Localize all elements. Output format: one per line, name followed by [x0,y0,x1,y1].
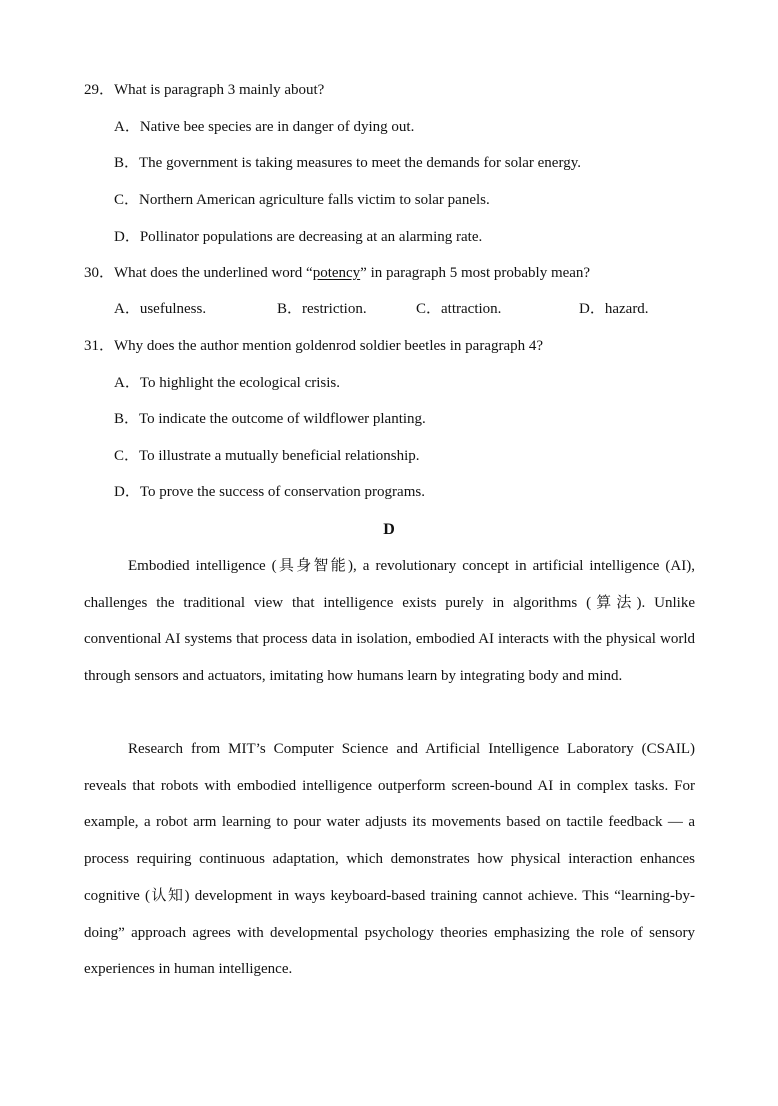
option-text: hazard. [604,301,649,317]
question-30-option-a[interactable] [114,299,206,319]
option-text: Pollinator populations are decreasing at an alarming rate. [139,229,483,245]
question-30-stem: 30．What does the underlined word “potency” in paragraph 5 most probably mean? [84,265,591,281]
option-letter: B． [114,155,140,171]
paragraph-text: Embodied intelligence (具身智能), a revolutionary concept in artificial intelligence (AI), challenges the traditional view that intelligence exists purely in algorithms (算法). Unlike conventional AI systems that process data in isolation, embodied AI interacts with the physical world through sensors and actuators, imitating how humans learn by integrating body and mind. [84,558,695,685]
option-letter: A． [114,301,140,317]
section-title: D [383,521,395,538]
option-text: To prove the success of conservation programs. [139,484,425,500]
question-31-option-a[interactable] [114,373,340,393]
question-30-option-c[interactable] [416,299,501,319]
question-29-stem: 29．What is paragraph 3 mainly about? [84,82,325,98]
option-text: To illustrate a mutually beneficial relationship. [139,448,420,464]
option-text: To indicate the outcome of wildflower planting. [139,411,426,427]
option-text: usefulness. [139,301,207,317]
option-letter: C． [114,192,140,208]
question-29-option-d[interactable] [114,227,482,247]
option-text: Northern American agriculture falls victim to solar panels. [139,192,490,208]
option-letter: C． [114,448,140,464]
question-30-option-b[interactable] [277,299,367,319]
question-31-option-d[interactable] [114,482,425,502]
question-31-stem: 31．Why does the author mention goldenrod soldier beetles in paragraph 4? [84,338,544,354]
option-letter: D． [114,484,140,500]
option-letter: B． [114,411,140,427]
passage-paragraph-2 [84,731,695,988]
question-31-option-b[interactable] [114,409,426,429]
option-letter: D． [579,301,605,317]
option-letter: A． [114,375,140,391]
option-text: The government is taking measures to meet the demands for solar energy. [139,155,581,171]
passage-paragraph-1 [84,548,695,695]
option-letter: D． [114,229,140,245]
question-30-option-d[interactable] [579,299,649,319]
option-letter: A． [114,119,140,135]
question-29-option-a[interactable] [114,117,414,137]
option-letter: C． [416,301,442,317]
option-text: Native bee species are in danger of dying out. [139,119,415,135]
option-letter: B． [277,301,303,317]
question-29-option-b[interactable] [114,153,581,173]
option-text: To highlight the ecological crisis. [139,375,340,391]
option-text: restriction. [302,301,367,317]
underlined-word: potency [312,265,361,281]
paragraph-text: Research from MIT’s Computer Science and Artificial Intelligence Laboratory (CSAIL) reveals that robots with embodied intelligence outperform screen-bound AI in complex tasks. For example, a robot arm learning to pour water adjusts its movements based on tactile feedback — a process requiring continuous adaptation, which demonstrates how physical interaction enhances cognitive (认知) development in ways keyboard-based training cannot achieve. This “learning-by-doing” approach agrees with developmental psychology theories emphasizing the role of sensory experiences in human intelligence. [84,741,695,978]
question-31-option-c[interactable] [114,446,420,466]
question-29-option-c[interactable] [114,190,490,210]
option-text: attraction. [441,301,502,317]
